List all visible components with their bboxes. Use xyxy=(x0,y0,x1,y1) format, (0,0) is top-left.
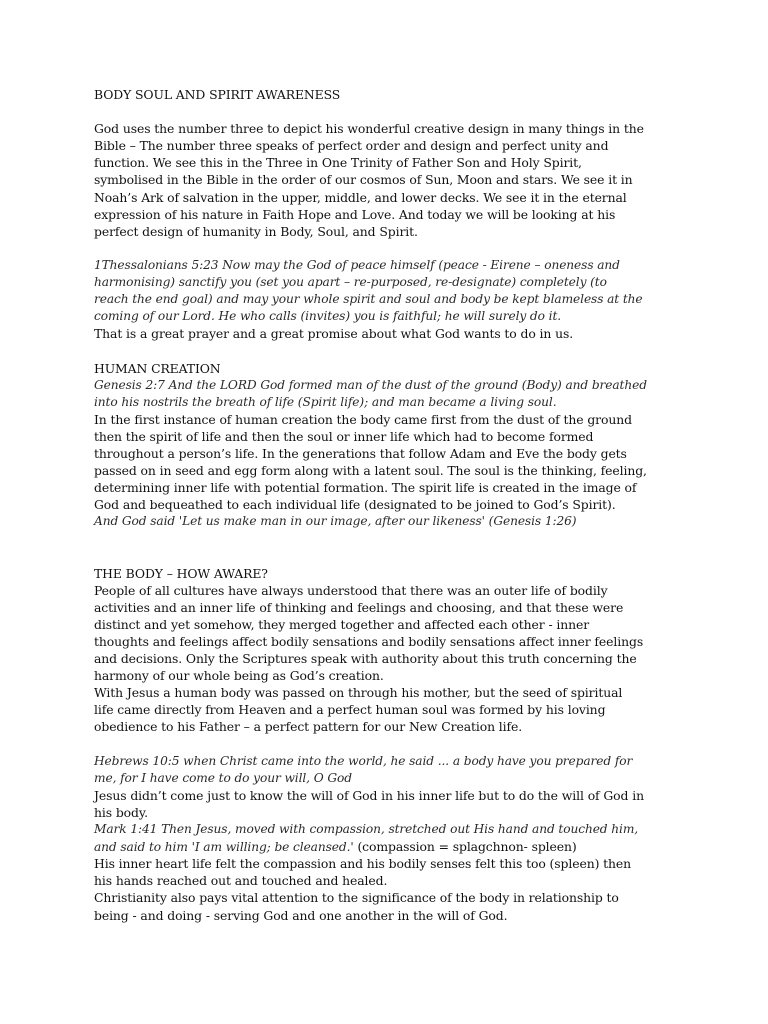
text-line: With Jesus a human body was passed on through his mother, but the seed of spiritual xyxy=(94,685,623,701)
quote-line: me, for I have come to do your will, O God xyxy=(94,770,352,785)
quote-line: Mark 1:41 Then Jesus, moved with compassion, stretched out His hand and touched him, xyxy=(94,822,639,837)
body-awareness-section xyxy=(94,565,684,924)
intro-paragraph xyxy=(94,120,684,240)
text-line: Noah’s Ark of salvation in the upper, middle, and lower decks. We see it in the eternal xyxy=(94,189,627,205)
text-line: In the first instance of human creation the body came first from the dust of the ground xyxy=(94,411,632,427)
text-line: throughout a person’s life. In the generations that follow Adam and Eve the body gets xyxy=(94,445,627,461)
quote-line: harmonising) sanctify you (set you apart – re-purposed, re-designate) completely (to xyxy=(94,275,607,290)
thessalonians-comment: That is a great prayer and a great promise about what God wants to do in us. xyxy=(94,326,574,342)
text-line: determining inner life with potential formation. The spirit life is created in the image of xyxy=(94,480,637,496)
text-line: distinct and yet somehow, they merged together and affected each other - inner xyxy=(94,616,590,632)
text-line: symbolised in the Bible in the order of our cosmos of Sun, Moon and stars. We see it in xyxy=(94,172,633,188)
document-body xyxy=(94,86,684,924)
human-creation-section xyxy=(94,360,684,531)
text-line: then the spirit of life and then the soul or inner life which had to become formed xyxy=(94,428,594,444)
text-line: his body. xyxy=(94,804,148,820)
text-line: passed on in seed and egg form along with a latent soul. The soul is the thinking, feeling, xyxy=(94,463,647,479)
text-line: life came directly from Heaven and a perfect human soul was formed by his loving xyxy=(94,702,606,718)
quote-line: Hebrews 10:5 when Christ came into the world, he said ... a body have you prepared for xyxy=(94,753,633,768)
text-line: and decisions. Only the Scriptures speak with authority about this truth concerning the xyxy=(94,651,637,667)
text-line: expression of his nature in Faith Hope and Love. And today we will be looking at his xyxy=(94,206,616,222)
thessalonians-quote xyxy=(94,257,684,325)
text-line: Christianity also pays vital attention to the significance of the body in relationship to xyxy=(94,890,619,906)
text-line: being - and doing - serving God and one another in the will of God. xyxy=(94,907,508,923)
text-line: God uses the number three to depict his wonderful creative design in many things in the xyxy=(94,121,644,137)
quote-text: and said to him 'I am willing; be cleansed.' xyxy=(94,840,354,855)
quote-line: into his nostrils the breath of life (Spirit life); and man became a living soul. xyxy=(94,394,557,409)
text-line: People of all cultures have always understood that there was an outer life of bodily xyxy=(94,582,608,598)
section-heading: HUMAN CREATION xyxy=(94,360,221,376)
text-line: thoughts and feelings affect bodily sensations and bodily sensations affect inner feelings xyxy=(94,634,644,649)
mark-quote-line xyxy=(94,838,684,855)
quote-line: And God said 'Let us make man in our image, after our likeness' (Genesis 1:26) xyxy=(94,514,577,529)
text-line: obedience to his Father – a perfect pattern for our New Creation life. xyxy=(94,719,523,735)
text-line: Bible – The number three speaks of perfect order and design and perfect unity and xyxy=(94,138,609,154)
quote-line: Genesis 2:7 And the LORD God formed man of the dust of the ground (Body) and breathed xyxy=(94,377,647,392)
text-line: Jesus didn’t come just to know the will of God in his inner life but to do the will of God in xyxy=(94,787,644,803)
text-line: his hands reached out and touched and healed. xyxy=(94,873,388,889)
text-line: perfect design of humanity in Body, Soul, and Spirit. xyxy=(94,223,418,239)
quote-line: coming of our Lord. He who calls (invites) you is faithful; he will surely do it. xyxy=(94,309,562,324)
text-line: His inner heart life felt the compassion and his bodily senses felt this too (spleen) then xyxy=(94,856,632,872)
text-line: God and bequeathed to each individual life (designated to be joined to God’s Spirit). xyxy=(94,497,616,513)
quote-line: reach the end goal) and may your whole spirit and soul and body be kept blameless at the xyxy=(94,292,643,307)
document-title: BODY SOUL AND SPIRIT AWARENESS xyxy=(94,87,341,102)
text-line: function. We see this in the Three in One Trinity of Father Son and Holy Spirit, xyxy=(94,155,582,171)
section-heading: THE BODY – HOW AWARE? xyxy=(94,565,268,581)
text-line: harmony of our whole being as God’s creation. xyxy=(94,668,384,684)
text-line: activities and an inner life of thinking and feelings and choosing, and that these were xyxy=(94,599,624,615)
quote-line: 1Thessalonians 5:23 Now may the God of peace himself (peace - Eirene – oneness and xyxy=(94,257,620,272)
compassion-note: (compassion = splagchnon- spleen) xyxy=(353,839,577,855)
